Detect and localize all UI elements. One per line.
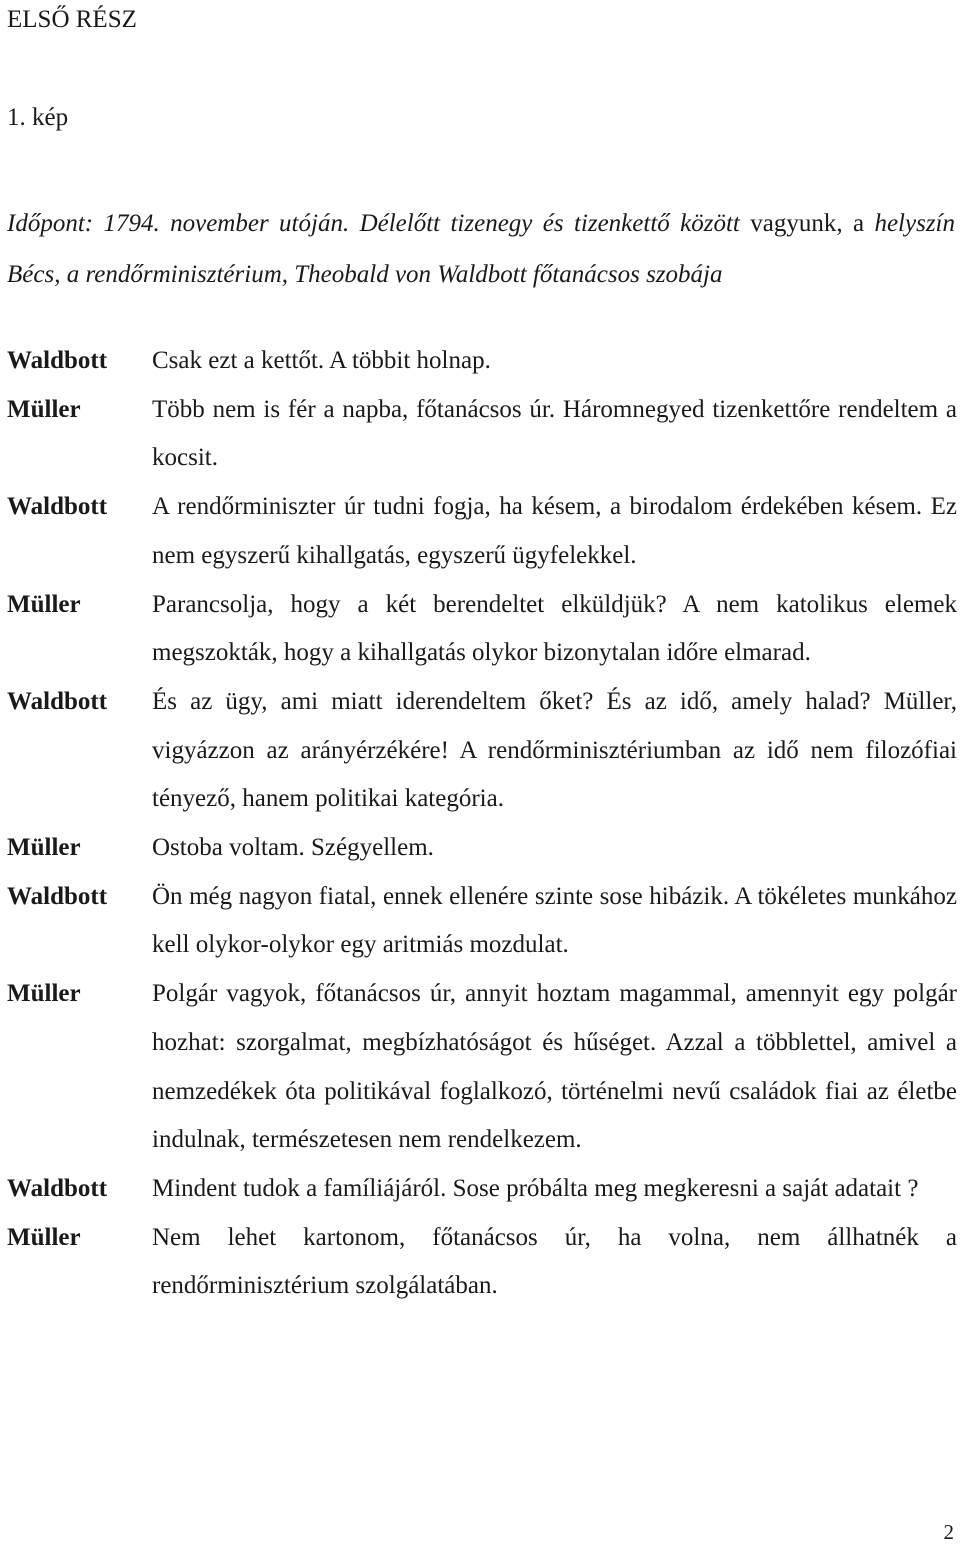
dialogue-line xyxy=(7,386,957,483)
stage-direction-connector: vagyunk, a xyxy=(739,210,875,237)
stage-direction-time: Időpont: 1794. november utóján. Délelőtt tizenegy és tizenkettő között xyxy=(7,210,740,237)
speaker-name: Müller xyxy=(7,1223,81,1251)
dialogue-line xyxy=(7,581,957,678)
dialogue-line xyxy=(7,970,957,1165)
speech-text: Nem lehet kartonom, főtanácsos úr, ha volna, nem állhatnék a rendőrminisztérium szolgálatában. xyxy=(152,1223,957,1300)
speech-text: Csak ezt a kettőt. A többit holnap. xyxy=(152,347,491,374)
dialogue-line xyxy=(7,337,957,386)
speech-text: Polgár vagyok, főtanácsos úr, annyit hoztam magammal, amennyit egy polgár hozhat: szorgalmat, megbízhatóságot és hűséget. Azzal a többlettel, amivel a nemzedékek óta politikával foglalkozó, történelmi nevű családok fiai az életbe indulnak, természetesen nem rendelkezem. xyxy=(152,980,957,1154)
dialogue xyxy=(7,337,957,1311)
speaker-name: Müller xyxy=(7,590,81,618)
speech-text: És az ügy, ami miatt iderendeltem őket? És az idő, amely halad? Müller, vigyázzon az arányérzékére! A rendőrminisztériumban az idő nem filozófiai tényező, hanem politikai kategória. xyxy=(152,687,957,813)
speaker-name: Waldbott xyxy=(7,687,108,715)
speech-text: Több nem is fér a napba, főtanácsos úr. Háromnegyed tizenkettőre rendeltem a kocsit. xyxy=(152,395,957,472)
speech-text: Ön még nagyon fiatal, ennek ellenére szinte sose hibázik. A tökéletes munkához kell olykor-olykor egy aritmiás mozdulat. xyxy=(152,882,957,959)
part-title: ELSŐ RÉSZ xyxy=(7,6,137,33)
speaker-name: Waldbott xyxy=(7,1174,108,1202)
speaker-name: Waldbott xyxy=(7,882,108,910)
speech-text: A rendőrminiszter úr tudni fogja, ha késem, a birodalom érdekében késem. Ez nem egyszerű kihallgatás, egyszerű ügyfelekkel. xyxy=(152,493,957,569)
speaker-name: Müller xyxy=(7,834,81,862)
dialogue-line xyxy=(7,824,957,873)
dialogue-line xyxy=(7,873,957,970)
speaker-name: Müller xyxy=(7,395,81,423)
speech-text: Parancsolja, hogy a két berendeltet elküldjük? A nem katolikus elemek megszokták, hogy a kihallgatás olykor bizonytalan időre elmarad. xyxy=(152,590,957,667)
stage-direction-place: helyszín Bécs, a rendőrminisztérium, Theobald von Waldbott főtanácsos szobája xyxy=(7,210,955,288)
page-number: 2 xyxy=(943,1520,954,1544)
dialogue-line xyxy=(7,483,957,580)
stage-direction xyxy=(7,198,955,300)
speaker-name: Müller xyxy=(7,980,81,1008)
dialogue-line xyxy=(7,678,957,824)
speaker-name: Waldbott xyxy=(7,493,108,521)
speaker-name: Waldbott xyxy=(7,347,108,374)
dialogue-line xyxy=(7,1165,957,1214)
dialogue-line xyxy=(7,1214,957,1311)
speech-text: Mindent tudok a famíliájáról. Sose próbálta meg megkeresni a saját adatait ? xyxy=(152,1174,919,1202)
speech-text: Ostoba voltam. Szégyellem. xyxy=(152,834,434,862)
scene-title: 1. kép xyxy=(7,104,69,131)
